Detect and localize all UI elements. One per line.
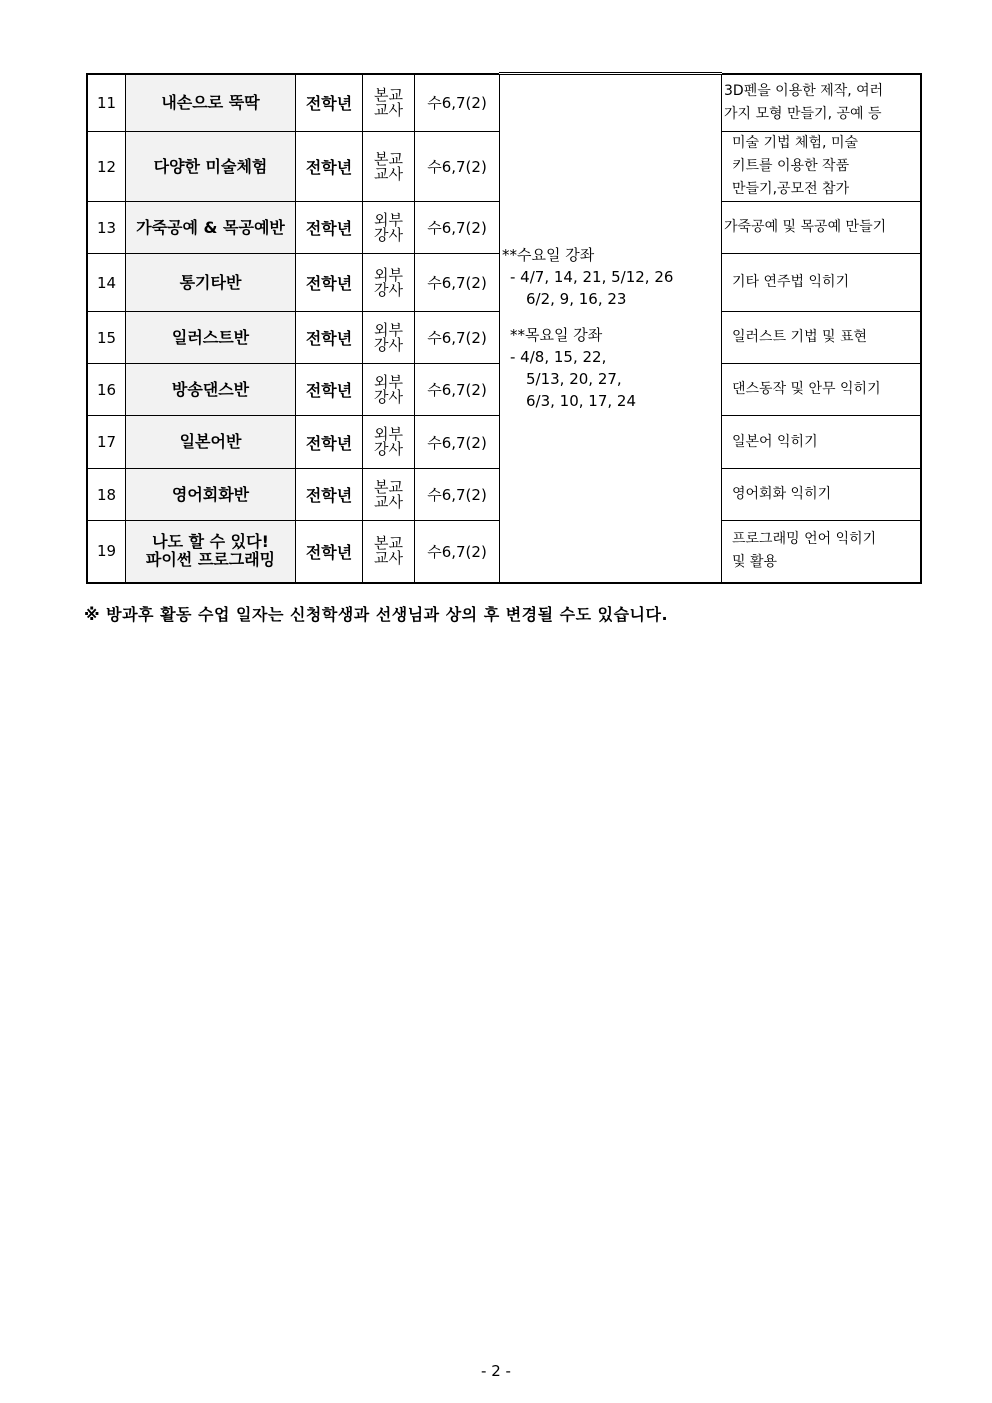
- row-number: 15: [87, 312, 126, 364]
- content-line: 영어회화 익히기: [732, 486, 832, 502]
- course-content: [722, 416, 922, 469]
- wednesday-dates-line: 6/2, 9, 16, 23: [526, 290, 627, 309]
- course-title: 다양한 미술체험: [126, 132, 296, 202]
- wednesday-heading: **수요일 강좌: [502, 246, 595, 265]
- content-line: 댄스동작 및 안무 익히기: [732, 381, 881, 397]
- teacher-line: 강사: [374, 440, 403, 458]
- course-grade: 전학년: [296, 312, 363, 364]
- course-title: 방송댄스반: [126, 364, 296, 416]
- content-line: 가지 모형 만들기, 공예 등: [724, 105, 882, 122]
- course-teacher: [363, 521, 415, 583]
- teacher-line: 강사: [374, 387, 403, 406]
- content-line: 가죽공예 및 목공예 만들기: [724, 219, 887, 235]
- thursday-dates-line: - 4/8, 15, 22,: [510, 348, 607, 367]
- course-teacher: [363, 312, 415, 364]
- course-title: 영어회화반: [126, 469, 296, 521]
- course-grade: 전학년: [296, 254, 363, 312]
- row-number: 17: [87, 416, 126, 469]
- row-number: 19: [87, 521, 126, 583]
- content-line: 기타 연주법 익히기: [732, 274, 850, 290]
- course-time: 수6,7(2): [415, 74, 500, 132]
- schedule-change-note: ※ 방과후 활동 수업 일자는 신청학생과 선생님과 상의 후 변경될 수도 있습니다.: [84, 605, 669, 624]
- title-line: 파이썬 프로그래밍: [145, 550, 276, 570]
- course-time: 수6,7(2): [415, 416, 500, 469]
- teacher-line: 본교: [374, 85, 403, 104]
- course-grade: 전학년: [296, 132, 363, 202]
- row-number: 13: [87, 202, 126, 254]
- course-table: [86, 72, 922, 584]
- wednesday-dates-line: - 4/7, 14, 21, 5/12, 26: [510, 268, 674, 287]
- teacher-line: 본교: [374, 534, 403, 553]
- course-title: 일본어반: [126, 416, 296, 469]
- course-content: [722, 254, 922, 312]
- course-time: 수6,7(2): [415, 202, 500, 254]
- content-line: 및 활용: [732, 554, 778, 571]
- course-grade: 전학년: [296, 521, 363, 583]
- course-time: 수6,7(2): [415, 132, 500, 202]
- teacher-line: 교사: [374, 492, 403, 511]
- course-teacher: [363, 416, 415, 469]
- course-title: 통기타반: [126, 254, 296, 312]
- row-number: 14: [87, 254, 126, 312]
- content-line: 미술 기법 체험, 미술: [732, 135, 858, 151]
- course-content: [722, 469, 922, 521]
- table-row: [87, 74, 921, 132]
- course-teacher: [363, 74, 415, 132]
- teacher-line: 교사: [374, 164, 403, 183]
- title-line: 나도 할 수 있다!: [152, 532, 269, 552]
- course-content: [722, 364, 922, 416]
- course-title: 내손으로 뚝딱: [126, 74, 296, 132]
- teacher-line: 외부: [374, 210, 403, 229]
- course-title: 일러스트반: [126, 312, 296, 364]
- teacher-line: 강사: [374, 280, 403, 299]
- content-line: 일러스트 기법 및 표현: [732, 329, 868, 345]
- course-content: [722, 202, 922, 254]
- course-time: 수6,7(2): [415, 254, 500, 312]
- course-content: [722, 312, 922, 364]
- teacher-line: 강사: [374, 225, 403, 244]
- teacher-line: 강사: [374, 335, 403, 354]
- row-number: 16: [87, 364, 126, 416]
- course-title: [126, 521, 296, 583]
- teacher-line: 외부: [374, 265, 403, 284]
- course-grade: 전학년: [296, 74, 363, 132]
- course-time: 수6,7(2): [415, 469, 500, 521]
- schedule-dates: [500, 74, 722, 583]
- teacher-line: 외부: [374, 425, 403, 443]
- course-grade: 전학년: [296, 202, 363, 254]
- course-content: [722, 74, 922, 132]
- row-number: 12: [87, 132, 126, 202]
- thursday-dates-line: 6/3, 10, 17, 24: [526, 392, 637, 411]
- course-teacher: [363, 254, 415, 312]
- teacher-line: 교사: [374, 100, 403, 119]
- page-number: - 2 -: [481, 1362, 511, 1380]
- course-time: 수6,7(2): [415, 364, 500, 416]
- course-title: 가죽공예 & 목공예반: [126, 202, 296, 254]
- thursday-dates-line: 5/13, 20, 27,: [526, 370, 622, 389]
- row-number: 11: [87, 74, 126, 132]
- teacher-line: 본교: [374, 477, 403, 496]
- row-number: 18: [87, 469, 126, 521]
- course-time: 수6,7(2): [415, 521, 500, 583]
- course-grade: 전학년: [296, 469, 363, 521]
- course-teacher: [363, 469, 415, 521]
- teacher-line: 외부: [374, 372, 403, 391]
- content-line: 일본어 익히기: [732, 433, 818, 450]
- teacher-line: 교사: [374, 549, 403, 568]
- teacher-line: 외부: [374, 320, 403, 339]
- course-content: [722, 521, 922, 583]
- course-teacher: [363, 202, 415, 254]
- course-grade: 전학년: [296, 364, 363, 416]
- course-time: 수6,7(2): [415, 312, 500, 364]
- content-line: 키트를 이용한 작품: [732, 158, 850, 174]
- content-line: 프로그래밍 언어 익히기: [732, 531, 877, 548]
- course-content: [722, 132, 922, 202]
- content-line: 만들기,공모전 참가: [732, 181, 850, 197]
- course-teacher: [363, 132, 415, 202]
- thursday-heading: **목요일 강좌: [510, 326, 603, 345]
- course-teacher: [363, 364, 415, 416]
- content-line: 3D펜을 이용한 제작, 여러: [724, 82, 884, 99]
- teacher-line: 본교: [374, 149, 403, 168]
- course-grade: 전학년: [296, 416, 363, 469]
